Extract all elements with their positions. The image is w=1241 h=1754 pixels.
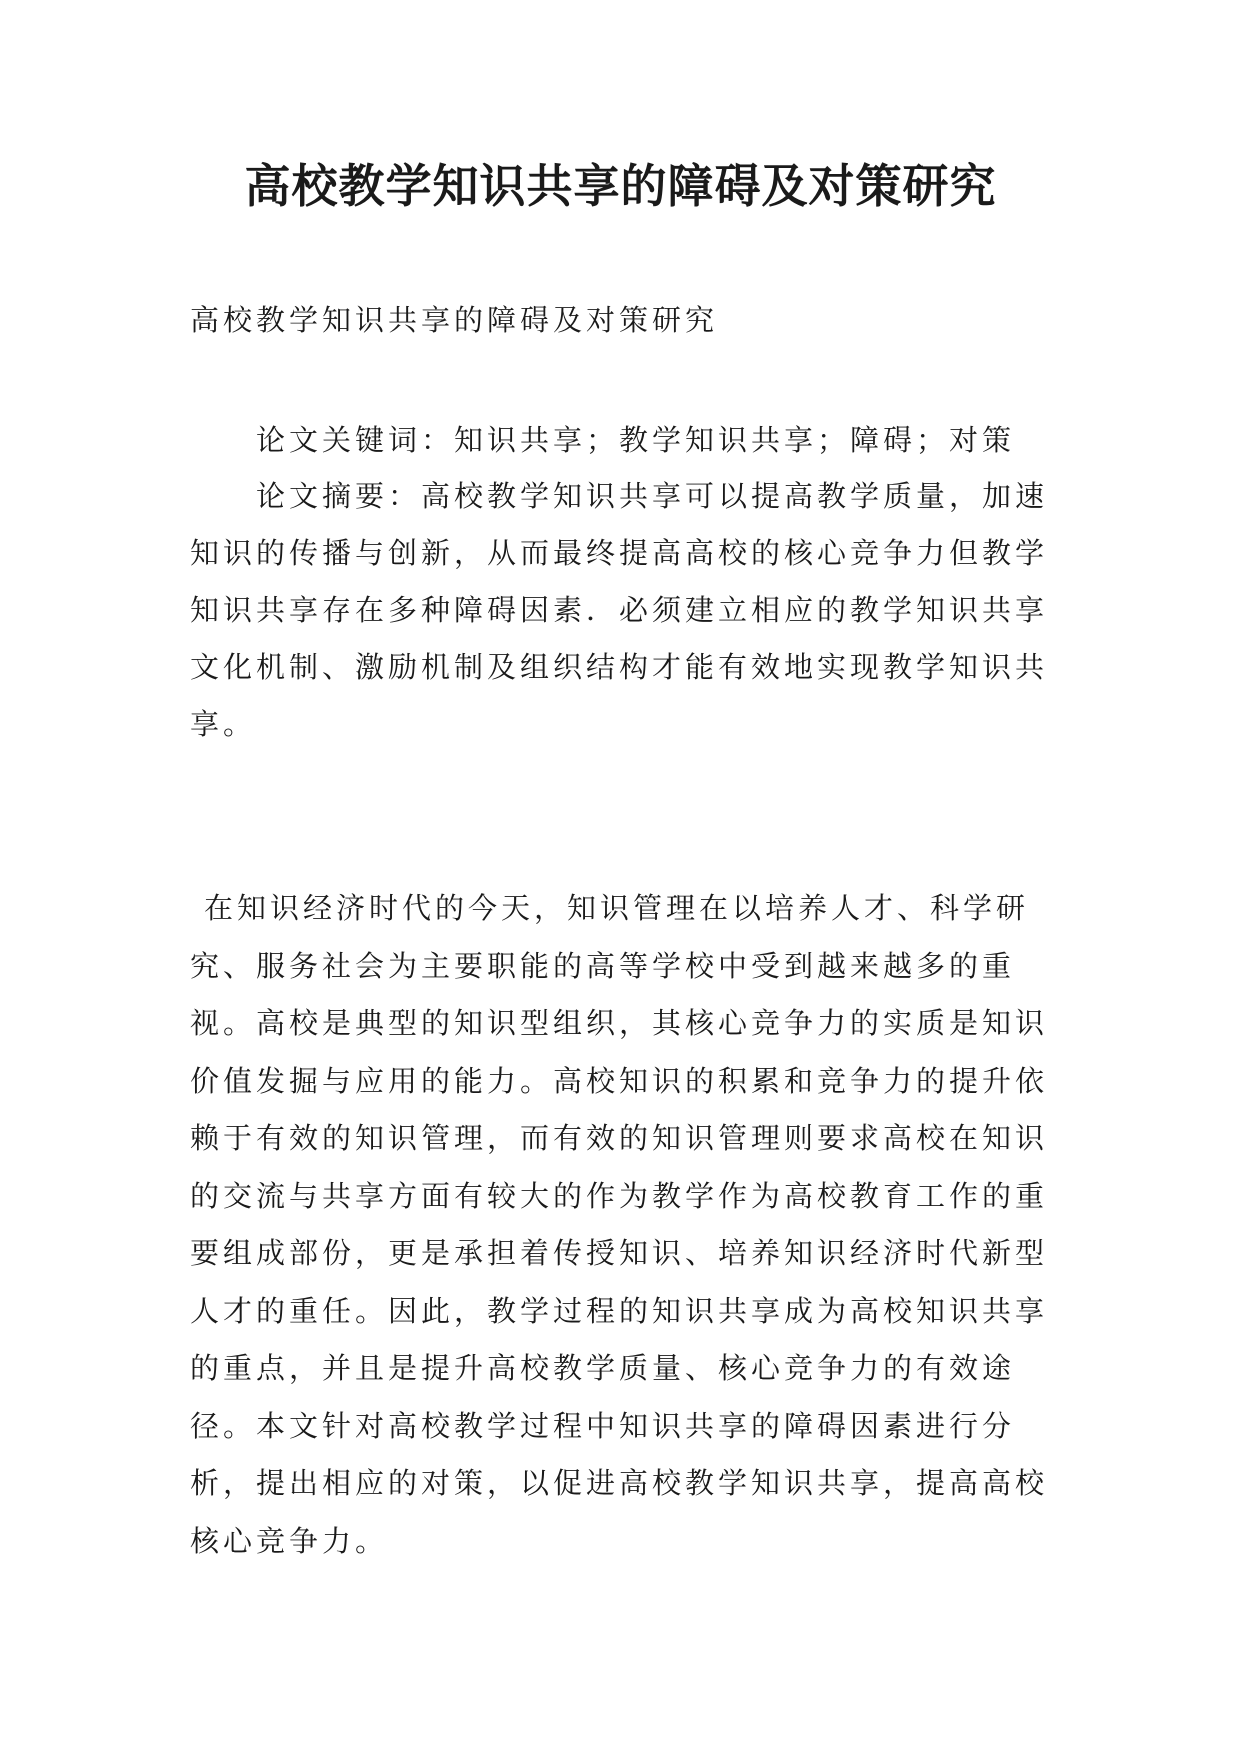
abstract-paragraph: 论文摘要：高校教学知识共享可以提高教学质量，加速知识的传播与创新，从而最终提高高校的核心竞争力但教学知识共享存在多种障碍因素．必须建立相应的教学知识共享文化机制、激励机制及组织结构才能有效地实现教学知识共享。 bbox=[190, 479, 1049, 741]
document-subtitle: 高校教学知识共享的障碍及对策研究 bbox=[190, 303, 719, 337]
document-title: 高校教学知识共享的障碍及对策研究 bbox=[244, 159, 997, 213]
intro-paragraph: 在知识经济时代的今天，知识管理在以培养人才、科学研究、服务社会为主要职能的高等学校中受到越来越多的重视。高校是典型的知识型组织，其核心竞争力的实质是知识价值发掘与应用的能力。高校知识的积累和竞争力的提升依赖于有效的知识管理，而有效的知识管理则要求高校在知识的交流与共享方面有较大的作为教学作为高校教育工作的重要组成部份，更是承担着传授知识、培养知识经济时代新型人才的重任。因此，教学过程的知识共享成为高校知识共享的重点，并且是提升高校教学质量、核心竞争力的有效途径。本文针对高校教学过程中知识共享的障碍因素进行分析，提出相应的对策，以促进高校教学知识共享，提高高校核心竞争力。 bbox=[190, 891, 1049, 1558]
keywords-paragraph: 论文关键词：知识共享；教学知识共享；障碍；对策 bbox=[256, 423, 1016, 457]
